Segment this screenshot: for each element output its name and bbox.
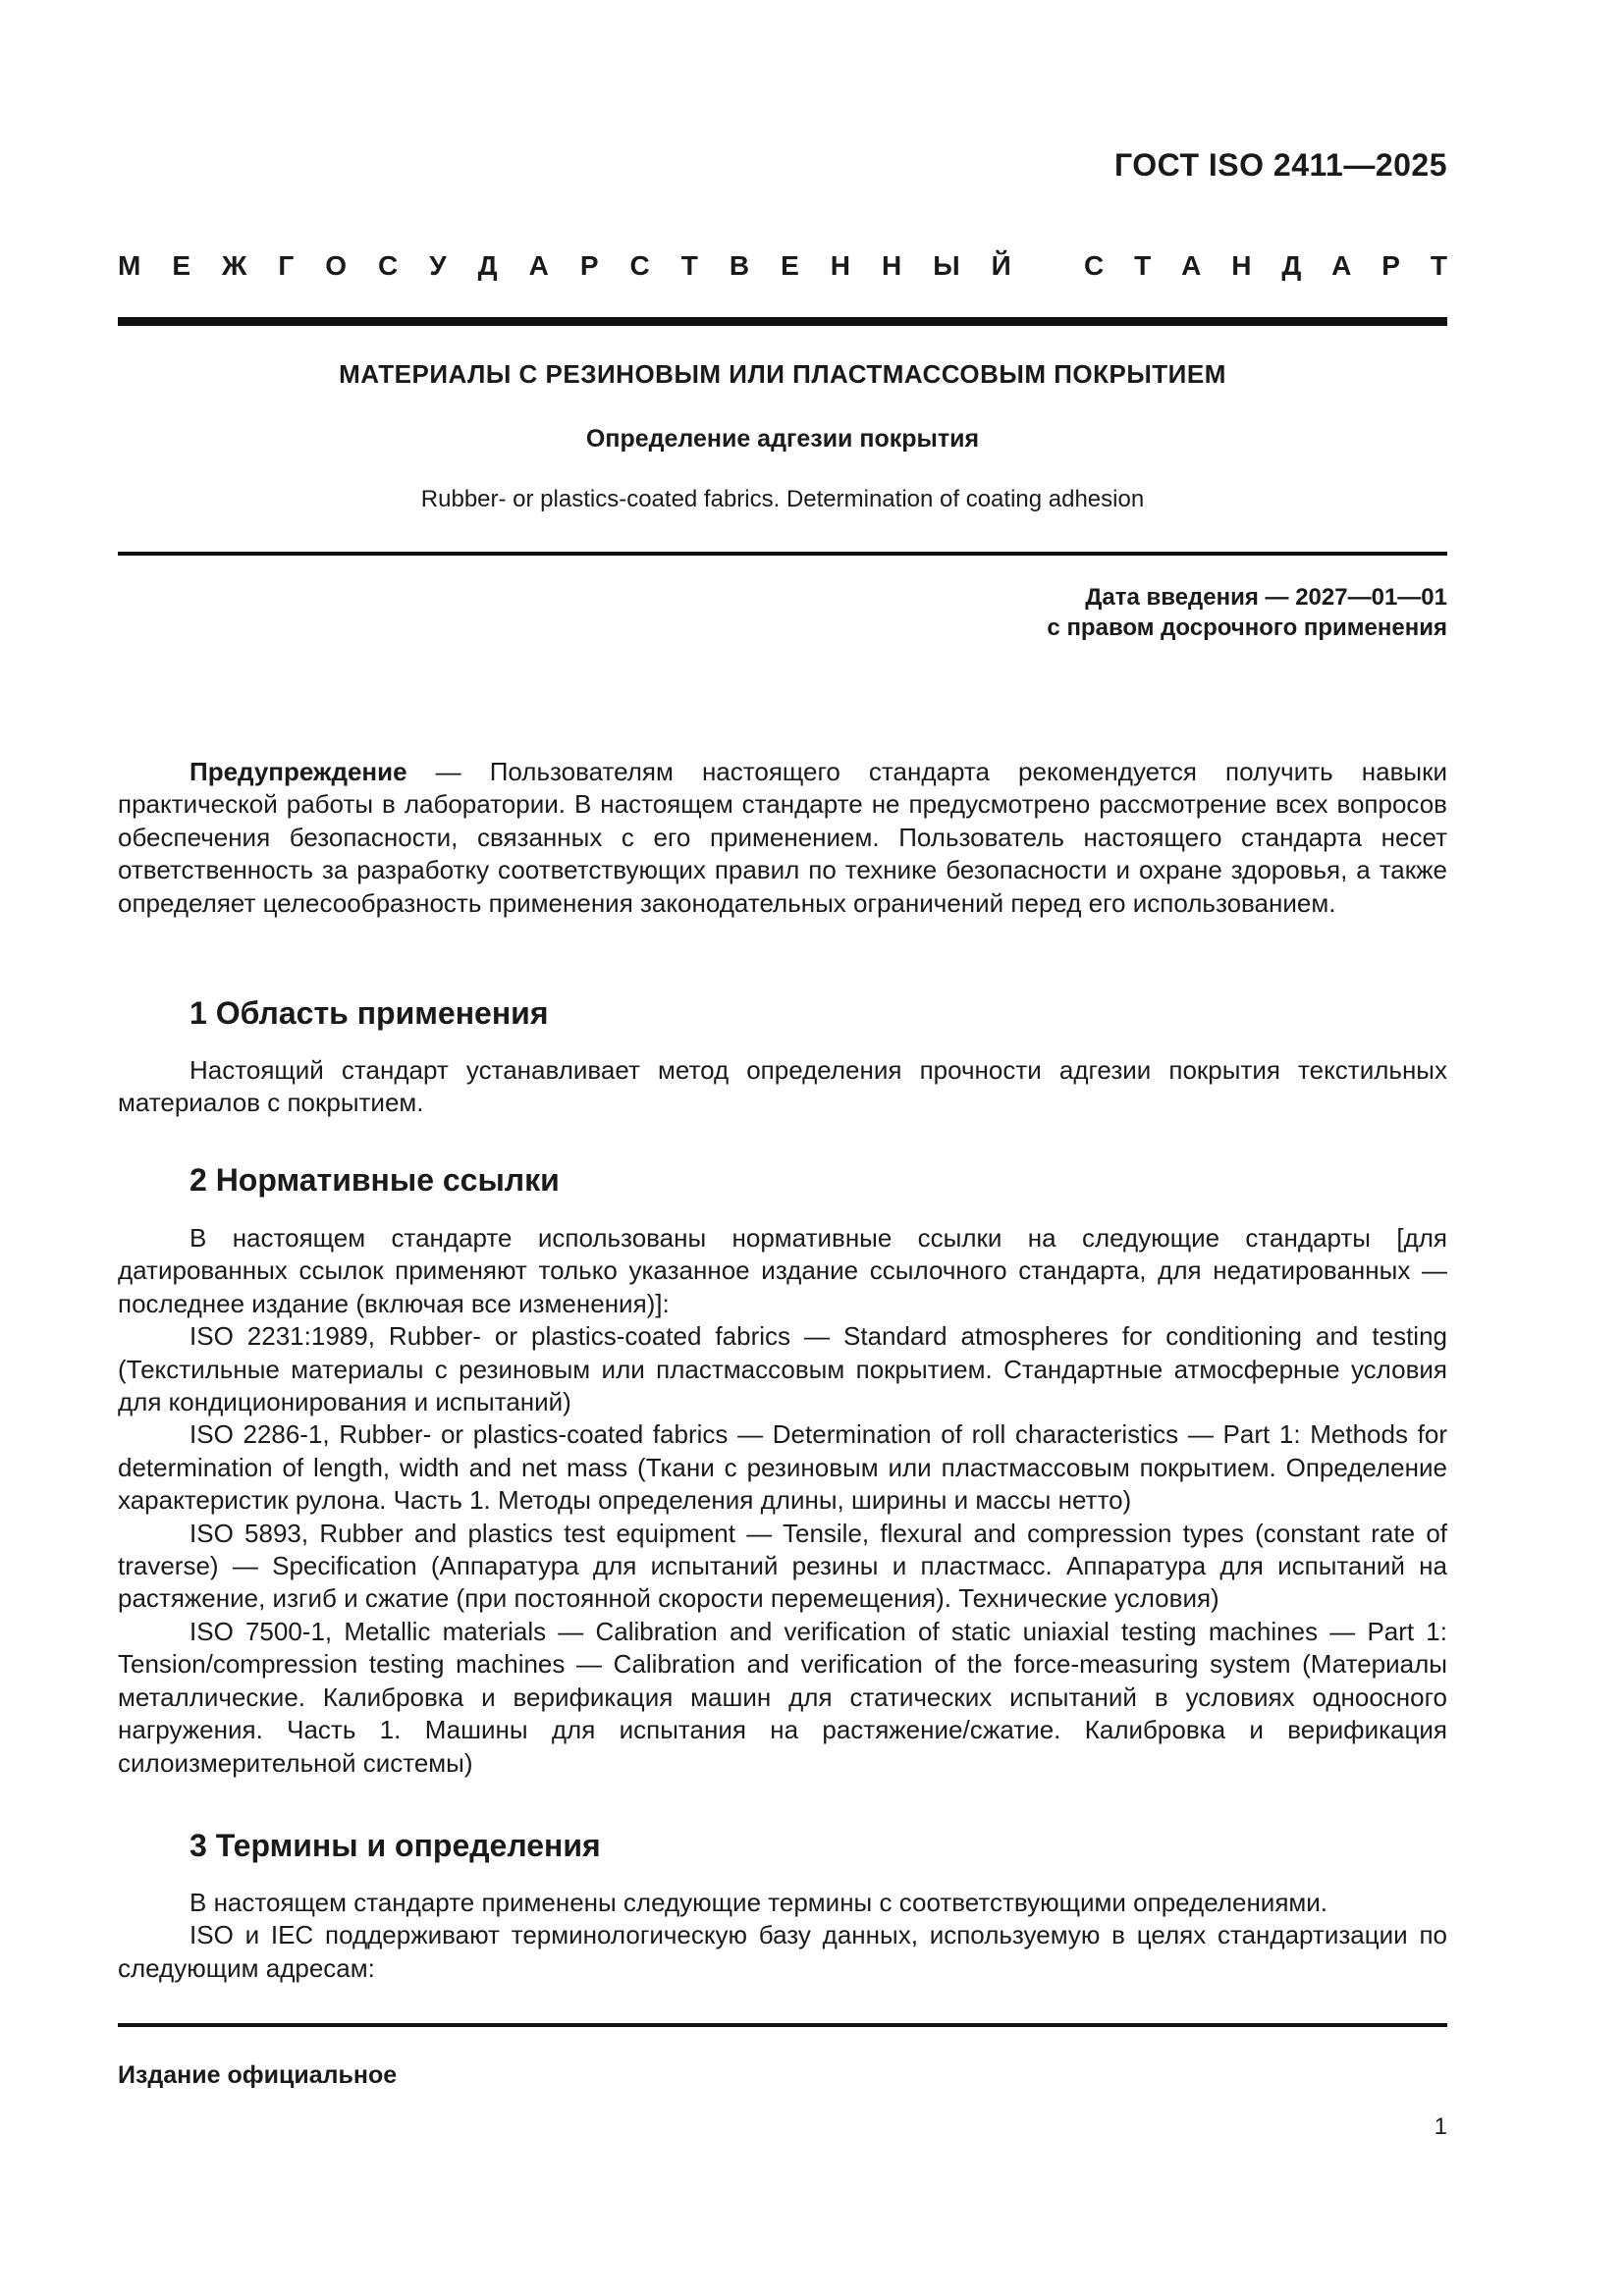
section-heading-normative-references: 2 Нормативные ссылки xyxy=(189,1162,560,1198)
reference-item: ISO 5893, Rubber and plastics test equipment — Tensile, flexural and compression types (constant rate of traverse) — Specification (Аппаратура для испытаний резины и пластмасс. Аппаратура для испытаний на растяжение, изгиб и сжатие (при постоянной скорости перемещения). Технические условия) xyxy=(118,1518,1447,1614)
document-title: МАТЕРИАЛЫ С РЕЗИНОВЫМ ИЛИ ПЛАСТМАССОВЫМ ПОКРЫТИЕМ xyxy=(339,359,1226,389)
page-number: 1 xyxy=(1434,2113,1447,2140)
header-rule xyxy=(118,317,1447,326)
paragraph: В настоящем стандарте применены следующие термины с соответствующими определениями. xyxy=(189,1888,1328,1917)
edition-label: Издание официальное xyxy=(118,2061,398,2089)
heading-letter: Е xyxy=(781,250,799,281)
heading-letter: М xyxy=(118,250,141,281)
document-title-english: Rubber- or plastics-coated fabrics. Determination of coating adhesion xyxy=(420,486,1145,512)
heading-letter: С xyxy=(377,250,399,281)
heading-letter: Н xyxy=(882,250,902,281)
heading-letter: Е xyxy=(172,250,191,281)
standard-type-word-2 xyxy=(1084,250,1447,282)
heading-letter: Ы xyxy=(933,250,960,281)
reference-item: ISO 7500-1, Metallic materials — Calibration and verification of static uniaxial testing machines — Part 1: Tension/compression testing machines — Calibration and verification of the force-measuring system (Материалы металлические. Калибровка и верификация машин для статических испытаний в условиях одноосного нагружения. Часть 1. Машины для испытания на растяжение/сжатие. Калибровка и верификация силоизмерительной системы) xyxy=(118,1616,1447,1778)
introduction-date-line: Дата введения — 2027—01—01 xyxy=(1085,584,1447,611)
section-body-scope xyxy=(118,1054,1447,1120)
footer-rule xyxy=(118,2023,1447,2027)
introduction-date xyxy=(1047,582,1447,643)
heading-letter: Й xyxy=(991,250,1011,281)
heading-letter: О xyxy=(325,250,347,281)
heading-letter: Т xyxy=(680,250,698,281)
heading-letter: Н xyxy=(830,250,851,281)
section-body-terms xyxy=(118,1887,1447,1985)
heading-letter: А xyxy=(1181,250,1202,281)
heading-letter: Т xyxy=(1134,250,1152,281)
heading-letter: С xyxy=(629,250,650,281)
heading-letter: Г xyxy=(278,250,295,281)
heading-letter: Н xyxy=(1231,250,1252,281)
heading-letter: У xyxy=(429,250,447,281)
reference-item: ISO 2231:1989, Rubber- or plastics-coated fabrics — Standard atmospheres for conditioning and testing (Текстильные материалы с резиновым или пластмассовым покрытием. Стандартные атмосферные условия для кондиционирования и испытаний) xyxy=(118,1321,1447,1417)
heading-letter: Т xyxy=(1430,250,1447,281)
early-application-line: с правом досрочного применения xyxy=(1047,614,1447,641)
section-body-normative-references xyxy=(118,1222,1447,1780)
warning-text: — Пользователям настоящего стандарта рекомендуется получить навыки практической работы в лаборатории. В настоящем стандарте не предусмотрено рассмотрение всех вопросов обеспечения безопасности, связанных с его применением. Пользователь настоящего стандарта несет ответственность за разработку соответствующих правил по технике безопасности и охране здоровья, а также определяет целесообразность применения законодательных ограничений перед его использованием. xyxy=(118,757,1447,918)
heading-letter: Р xyxy=(1381,250,1400,281)
heading-letter: В xyxy=(729,250,750,281)
section-heading-terms: 3 Термины и определения xyxy=(189,1828,601,1863)
standard-type-word-1 xyxy=(118,250,1011,282)
section-heading-scope: 1 Область применения xyxy=(189,995,549,1031)
title-rule xyxy=(118,552,1447,556)
heading-letter: А xyxy=(528,250,549,281)
heading-letter: С xyxy=(1084,250,1105,281)
paragraph: ISO и IEC поддерживают терминологическую базу данных, используемую в целях стандартизации по следующим адресам: xyxy=(118,1920,1447,1983)
heading-letter: А xyxy=(1331,250,1352,281)
document-subtitle: Определение адгезии покрытия xyxy=(585,425,980,453)
document-code: ГОСТ ISO 2411—2025 xyxy=(1114,147,1447,183)
standard-type-heading xyxy=(118,250,1447,282)
heading-letter: Д xyxy=(1281,250,1302,281)
heading-letter: Д xyxy=(477,250,498,281)
warning-paragraph xyxy=(118,756,1447,920)
paragraph: Настоящий стандарт устанавливает метод определения прочности адгезии покрытия текстильных материалов с покрытием. xyxy=(118,1055,1447,1118)
reference-item: ISO 2286-1, Rubber- or plastics-coated fabrics — Determination of roll characteristics — Part 1: Methods for determination of length, width and net mass (Ткани с резиновым или пластмассовым покрытием. Определение характеристик рулона. Часть 1. Методы определения длины, ширины и массы нетто) xyxy=(118,1419,1447,1516)
heading-letter: Р xyxy=(579,250,599,281)
heading-letter: Ж xyxy=(222,250,247,281)
paragraph: В настоящем стандарте использованы нормативные ссылки на следующие стандарты [для датированных ссылок применяют только указанное издание ссылочного стандарта, для недатированных — последнее издание (включая все изменения)]: xyxy=(118,1223,1447,1318)
warning-label: Предупреждение xyxy=(189,757,407,786)
